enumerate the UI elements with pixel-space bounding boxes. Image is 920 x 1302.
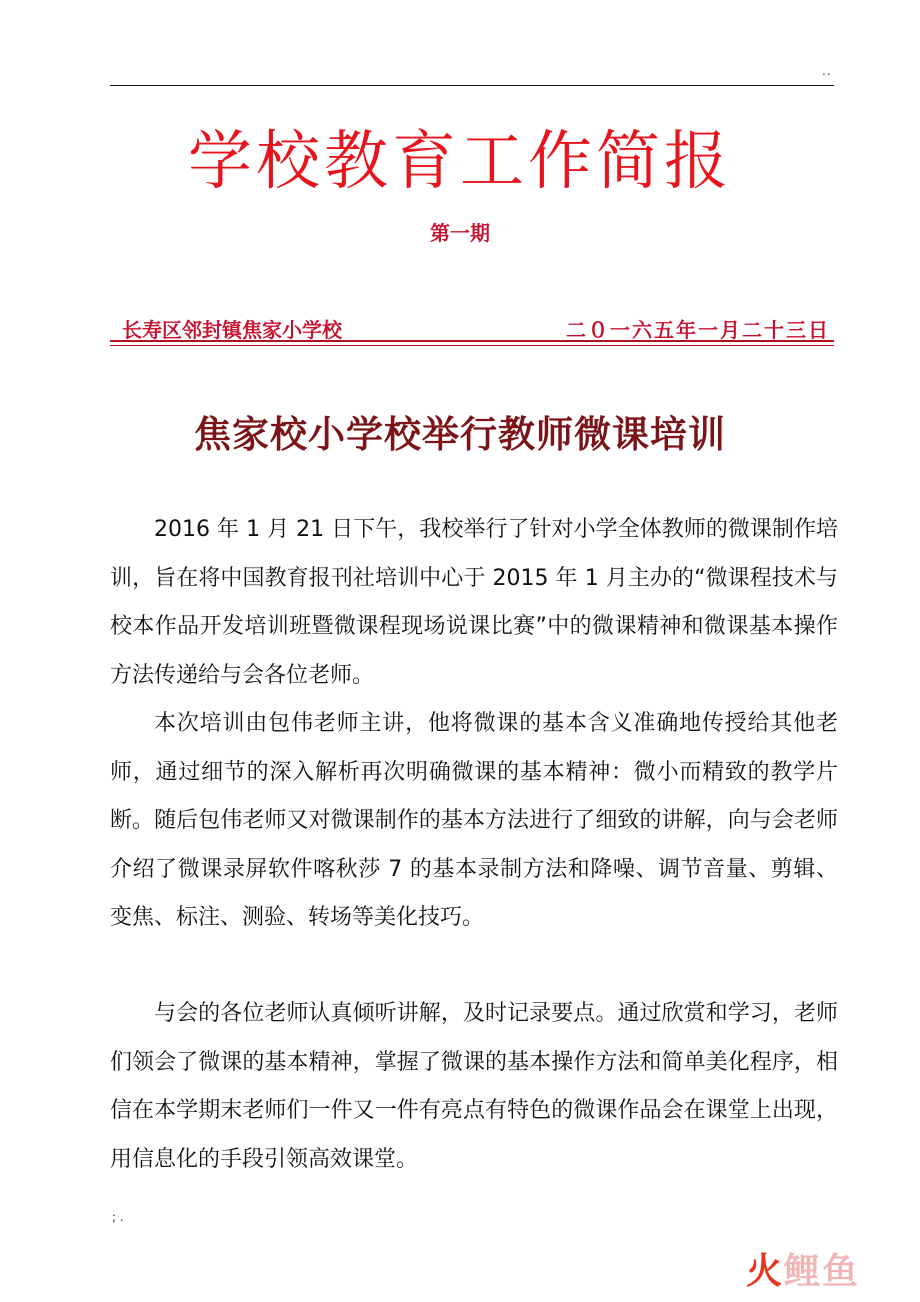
school-name: 长寿区邻封镇焦家小学校 [122,318,342,342]
header-mark: .. [822,64,832,78]
masthead-rule-thick [110,340,834,342]
paragraph-2: 本次培训由包伟老师主讲，他将微课的基本含义准确地传授给其他老师，通过细节的深入解析再次明确微课的基本精神：微小而精致的教学片断。随后包伟老师又对微课制作的基本方法进行了细致的讲解，向与会老师介绍了微课录屏软件喀秋莎 7 的基本录制方法和降噪、调节音量、剪辑、变焦、标注、测验、转场等美化技巧。 [110,711,838,930]
issue-number: 第一期 [430,221,490,245]
masthead-rule-thin [110,345,834,346]
article-headline: 焦家校小学校举行教师微课培训 [194,413,726,456]
watermark-logo [746,1250,860,1294]
article-body-top [110,506,838,943]
article-body-bottom [110,990,838,1184]
header-rule [110,85,834,86]
footer-mark: ; . [112,1210,124,1224]
issue-date: 二０一六五年一月二十三日 [566,318,830,342]
watermark-part-1: 火 [746,1251,785,1292]
watermark-part-2: 鲤鱼 [784,1251,861,1292]
masthead-title: 学校教育工作简报 [188,125,732,199]
paragraph-1: 2016 年 1 月 21 日下午，我校举行了针对小学全体教师的微课制作培训，旨在将中国教育报刊社培训中心于 2015 年 1 月主办的“微课程技术与校本作品开发培训班暨微课程现场说课比赛”中的微课精神和微课基本操作方法传递给与会各位老师。 [110,517,838,688]
paragraph-3: 与会的各位老师认真倾听讲解，及时记录要点。通过欣赏和学习，老师们领会了微课的基本精神，掌握了微课的基本操作方法和简单美化程序，相信在本学期末老师们一件又一件有亮点有特色的微课作品会在课堂上出现，用信息化的手段引领高效课堂。 [110,1001,838,1172]
